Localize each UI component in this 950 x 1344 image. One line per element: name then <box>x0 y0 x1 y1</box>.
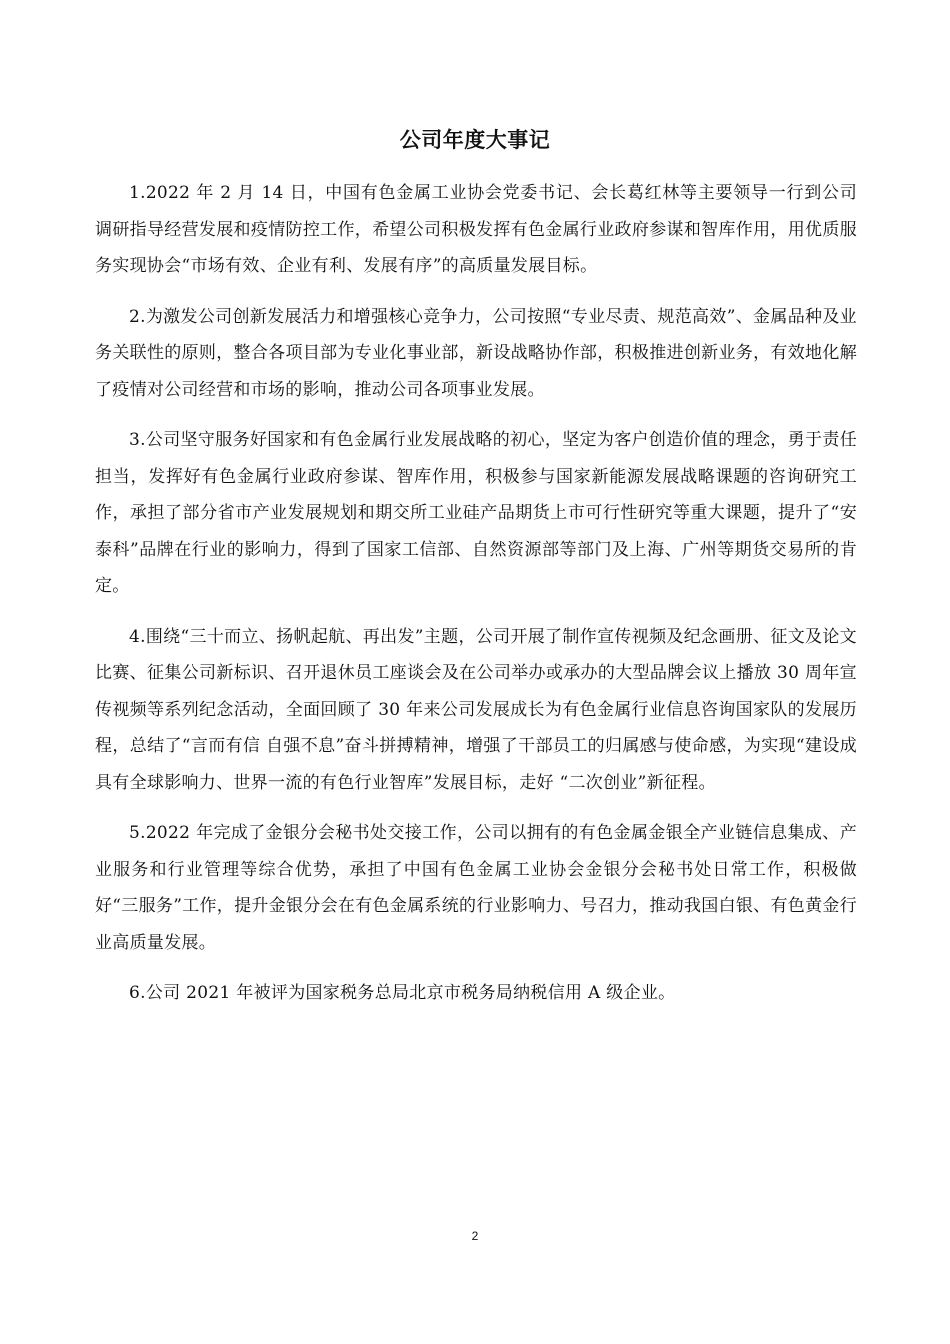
document-body <box>95 175 857 1026</box>
paragraph-4: 4.围绕“三十而立、扬帆起航、再出发”主题，公司开展了制作宣传视频及纪念画册、征文及论文比赛、征集公司新标识、召开退休员工座谈会及在公司举办或承办的大型品牌会议上播放 30 周年宣传视频等系列纪念活动，全面回顾了 30 年来公司发展成长为有色金属行业信息咨询国家队的发展历程，总结了“言而有信 自强不息”奋斗拼搏精神，增强了干部员工的归属感与使命感，为实现“建设成具有全球影响力、世界一流的有色行业智库”发展目标，走好 “二次创业”新征程。 <box>95 626 857 793</box>
paragraph-1: 1.2022 年 2 月 14 日，中国有色金属工业协会党委书记、会长葛红林等主要领导一行到公司调研指导经营发展和疫情防控工作，希望公司积极发挥有色金属行业政府参谋和智库作用，用优质服务实现协会“市场有效、企业有利、发展有序”的高质量发展目标。 <box>95 183 857 276</box>
page-title: 公司年度大事记 <box>399 128 551 152</box>
paragraph-3: 3.公司坚守服务好国家和有色金属行业发展战略的初心，坚定为客户创造价值的理念，勇于责任担当，发挥好有色金属行业政府参谋、智库作用，积极参与国家新能源发展战略课题的咨询研究工作，承担了部分省市产业发展规划和期交所工业硅产品期货上市可行性研究等重大课题，提升了“安泰科”品牌在行业的影响力，得到了国家工信部、自然资源部等部门及上海、广州等期货交易所的肯定。 <box>95 430 857 596</box>
paragraph-5: 5.2022 年完成了金银分会秘书处交接工作，公司以拥有的有色金属金银全产业链信息集成、产业服务和行业管理等综合优势，承担了中国有色金属工业协会金银分会秘书处日常工作，积极做好“三服务”工作，提升金银分会在有色金属系统的行业影响力、号召力，推动我国白银、有色黄金行业高质量发展。 <box>95 823 857 953</box>
paragraph-6: 6.公司 2021 年被评为国家税务总局北京市税务局纳税信用 A 级企业。 <box>129 983 676 1003</box>
page-number: 2 <box>471 1229 479 1243</box>
paragraph-2: 2.为激发公司创新发展活力和增强核心竞争力，公司按照“专业尽责、规范高效”、金属品种及业务关联性的原则，整合各项目部为专业化事业部，新设战略协作部，积极推进创新业务，有效地化解了疫情对公司经营和市场的影响，推动公司各项事业发展。 <box>95 306 857 400</box>
